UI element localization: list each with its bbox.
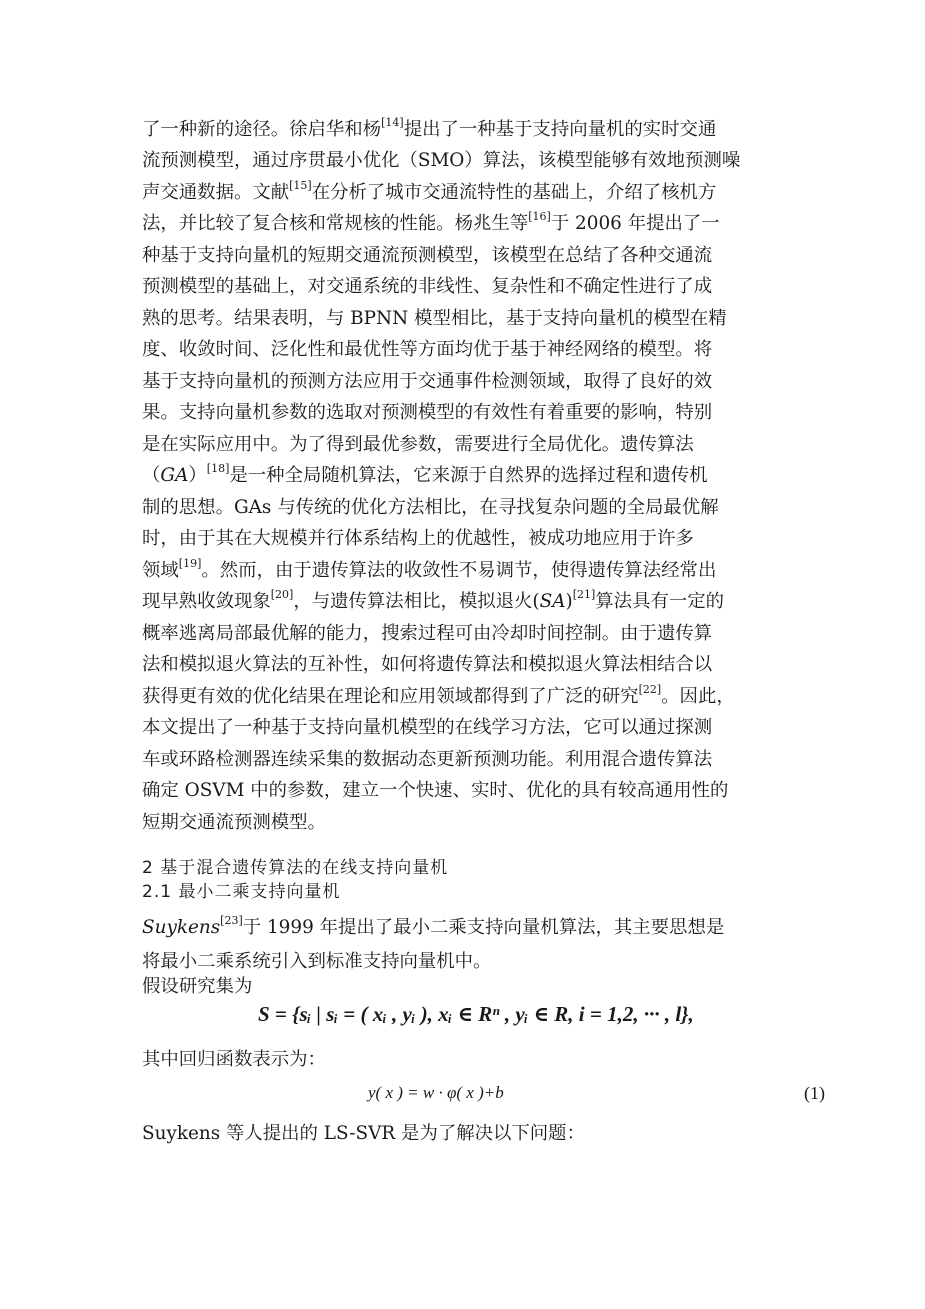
citation: [19]: [178, 557, 202, 570]
text-line: （GA）[18]是一种全局随机算法，它来源于自然界的选择过程和遗传机: [142, 462, 708, 486]
text-line: 预测模型的基础上，对交通系统的非线性、复杂性和不确定性进行了成: [142, 276, 713, 297]
text-line: 本文提出了一种基于支持向量机模型的在线学习方法，它可以通过探测: [142, 717, 713, 738]
text-line: 基于支持向量机的预测方法应用于交通事件检测领域，取得了良好的效: [142, 371, 713, 392]
text-line: 时，由于其在大规模并行体系结构上的优越性，被成功地应用于许多: [142, 528, 694, 549]
text-line: 流预测模型，通过序贯最小优化（SMO）算法，该模型能够有效地预测噪: [142, 150, 741, 171]
text-line: 种基于支持向量机的短期交通流预测模型，该模型在总结了各种交通流: [142, 245, 713, 266]
text-line: 是在实际应用中。为了得到最优参数，需要进行全局优化。遗传算法: [142, 434, 694, 455]
citation: [20]: [270, 588, 294, 601]
citation: [22]: [638, 683, 662, 696]
text-line: 法，并比较了复合核和常规核的性能。杨兆生等[16]于 2006 年提出了一: [142, 210, 720, 234]
text-line: 领域[19]。然而，由于遗传算法的收敛性不易调节，使得遗传算法经常出: [142, 557, 717, 581]
text-line: 制的思想。GAs 与传统的优化方法相比，在寻找复杂问题的全局最优解: [142, 497, 719, 518]
text-line: 获得更有效的优化结果在理论和应用领域都得到了广泛的研究[22]。因此，: [142, 683, 735, 707]
subsection-heading: 2.1 最小二乘支持向量机: [142, 882, 341, 902]
text-line: Suykens 等人提出的 LS-SVR 是为了解决以下问题：: [142, 1123, 585, 1144]
citation: [14]: [381, 116, 404, 129]
citation: [21]: [572, 588, 596, 601]
citation: [16]: [528, 210, 551, 223]
text-line: 车或环路检测器连续采集的数据动态更新预测功能。利用混合遗传算法: [142, 749, 713, 770]
text-line: 概率逃离局部最优解的能力，搜索过程可由冷却时间控制。由于遗传算: [142, 623, 713, 644]
equation-number: (1): [804, 1083, 825, 1103]
formula-dataset: S = {sᵢ | sᵢ = ( xᵢ , yᵢ ), xᵢ ∈ Rⁿ , yᵢ ∈ R, i = 1,2, ··· , l},: [258, 1002, 694, 1026]
section-heading: 2 基于混合遗传算法的在线支持向量机: [142, 858, 449, 878]
sa-symbol: SA: [539, 591, 566, 612]
citation: [18]: [206, 462, 230, 475]
text-line: 度、收敛时间、泛化性和最优性等方面均优于基于神经网络的模型。将: [142, 339, 713, 360]
text-line: 确定 OSVM 中的参数，建立一个快速、实时、优化的具有较高通用性的: [142, 780, 729, 801]
text-line: 短期交通流预测模型。: [142, 812, 326, 833]
text-line: Suykens[23]于 1999 年提出了最小二乘支持向量机算法，其主要思想是: [142, 914, 725, 938]
text-line: 现早熟收敛现象[20]，与遗传算法相比，模拟退火(SA)[21]算法具有一定的: [142, 588, 725, 612]
text-line: 了一种新的途径。徐启华和杨[14]提出了一种基于支持向量机的实时交通: [142, 116, 717, 140]
text-line: 将最小二乘系统引入到标准支持向量机中。: [142, 951, 492, 972]
text-line: 假设研究集为: [142, 976, 253, 997]
citation: [15]: [289, 179, 312, 192]
ga-symbol: GA: [160, 465, 189, 486]
formula-regression: y( x ) = w · φ( x )+b: [368, 1083, 504, 1102]
text-line: 果。支持向量机参数的选取对预测模型的有效性有着重要的影响，特别: [142, 402, 713, 423]
text-line: 其中回归函数表示为：: [142, 1049, 326, 1070]
author-name: Suykens: [142, 917, 221, 938]
citation: [23]: [220, 914, 243, 927]
text-line: 声交通数据。文献[15]在分析了城市交通流特性的基础上，介绍了核机方: [142, 179, 717, 203]
text-line: 法和模拟退火算法的互补性，如何将遗传算法和模拟退火算法相结合以: [142, 654, 713, 675]
text-line: 熟的思考。结果表明，与 BPNN 模型相比，基于支持向量机的模型在精: [142, 308, 727, 329]
